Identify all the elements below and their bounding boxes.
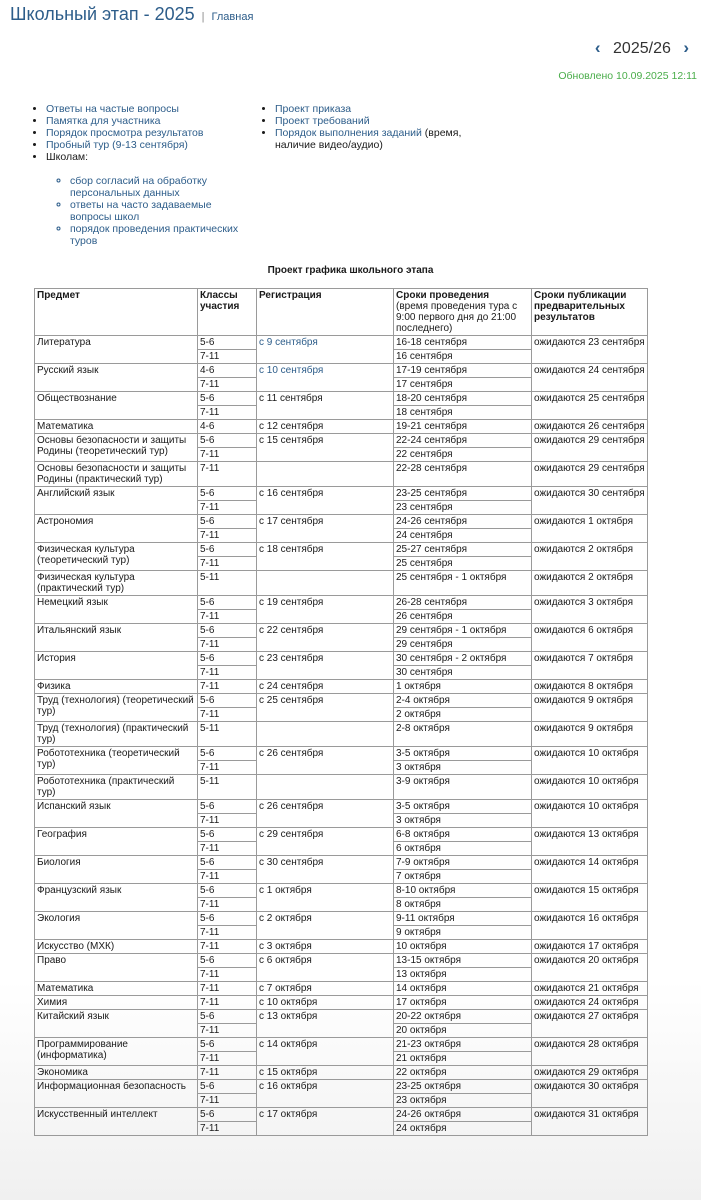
table-header-row (35, 289, 648, 336)
results-cell: ожидаются 24 сентября (532, 364, 648, 392)
classes-cell: 5-6 (198, 800, 257, 814)
dates-cell: 22 сентября (394, 448, 532, 462)
dates-cell: 23-25 октября (394, 1080, 532, 1094)
dates-cell: 6 октября (394, 842, 532, 856)
results-cell: ожидаются 10 октября (532, 800, 648, 828)
registration-cell: с 30 сентября (257, 856, 394, 884)
subject-cell: Испанский язык (35, 800, 198, 828)
classes-cell: 5-6 (198, 543, 257, 557)
subject-cell: Экономика (35, 1066, 198, 1080)
classes-cell: 5-6 (198, 1038, 257, 1052)
classes-cell: 7-11 (198, 898, 257, 912)
results-cell: ожидаются 24 октября (532, 996, 648, 1010)
subject-cell: Итальянский язык (35, 624, 198, 652)
results-cell: ожидаются 2 октября (532, 543, 648, 571)
classes-cell: 7-11 (198, 814, 257, 828)
results-cell: ожидаются 8 октября (532, 680, 648, 694)
table-row (35, 856, 648, 870)
info-link[interactable]: Памятка для участника (46, 115, 161, 127)
classes-cell: 5-6 (198, 856, 257, 870)
info-link[interactable]: Проект приказа (275, 103, 352, 115)
registration-cell: с 14 октября (257, 1038, 394, 1066)
dates-cell: 14 октября (394, 982, 532, 996)
registration-cell: с 26 сентября (257, 747, 394, 775)
header-dates (394, 289, 532, 336)
subject-cell: Искусственный интеллект (35, 1108, 198, 1136)
classes-cell: 7-11 (198, 501, 257, 515)
subject-cell: Труд (технология) (теоретический тур) (35, 694, 198, 722)
dates-cell: 25-27 сентября (394, 543, 532, 557)
classes-cell: 5-11 (198, 775, 257, 800)
classes-cell: 4-6 (198, 364, 257, 378)
dates-cell: 24 сентября (394, 529, 532, 543)
classes-cell: 7-11 (198, 1094, 257, 1108)
subject-cell: Немецкий язык (35, 596, 198, 624)
classes-cell: 5-11 (198, 571, 257, 596)
dates-cell: 22 октября (394, 1066, 532, 1080)
header-registration: Регистрация (257, 289, 394, 336)
classes-cell: 7-11 (198, 1052, 257, 1066)
classes-cell: 7-11 (198, 940, 257, 954)
registration-cell: с 15 сентября (257, 434, 394, 462)
subject-cell: Математика (35, 420, 198, 434)
results-cell: ожидаются 31 октября (532, 1108, 648, 1136)
registration-cell: с 26 сентября (257, 800, 394, 828)
table-row (35, 775, 648, 800)
subject-cell: Труд (технология) (практический тур) (35, 722, 198, 747)
classes-cell: 5-6 (198, 515, 257, 529)
dates-cell: 30 сентября - 2 октября (394, 652, 532, 666)
results-cell: ожидаются 29 сентября (532, 434, 648, 462)
classes-cell: 5-11 (198, 722, 257, 747)
dates-cell: 7 октября (394, 870, 532, 884)
classes-cell: 5-6 (198, 596, 257, 610)
classes-cell: 7-11 (198, 1066, 257, 1080)
registration-cell: с 25 сентября (257, 694, 394, 722)
registration-cell: с 24 сентября (257, 680, 394, 694)
subject-cell: Искусство (МХК) (35, 940, 198, 954)
dates-cell: 17 сентября (394, 378, 532, 392)
registration-cell: с 2 октября (257, 912, 394, 940)
results-cell: ожидаются 21 октября (532, 982, 648, 996)
dates-cell: 26-28 сентября (394, 596, 532, 610)
schools-link[interactable]: ◦ сбор согласий на обработку персональных данных (70, 175, 249, 199)
classes-cell: 7-11 (198, 529, 257, 543)
table-row (35, 596, 648, 610)
table-row (35, 954, 648, 968)
classes-cell: 5-6 (198, 828, 257, 842)
dates-cell: 3-5 октября (394, 800, 532, 814)
classes-cell: 7-11 (198, 761, 257, 775)
info-list-item (46, 127, 249, 139)
subject-cell: Основы безопасности и защиты Родины (практический тур) (35, 462, 198, 487)
results-cell: ожидаются 1 октября (532, 515, 648, 543)
schools-link[interactable]: ◦ порядок проведения практических туров (70, 223, 249, 247)
info-list-item (46, 115, 249, 127)
dates-cell: 24-26 сентября (394, 515, 532, 529)
results-cell: ожидаются 17 октября (532, 940, 648, 954)
registration-cell (257, 336, 394, 364)
updated-timestamp: Обновлено 10.09.2025 12:11 (558, 70, 697, 82)
dates-cell: 29 сентября (394, 638, 532, 652)
table-row (35, 652, 648, 666)
dates-cell: 8 октября (394, 898, 532, 912)
table-row (35, 1080, 648, 1094)
results-cell: ожидаются 9 октября (532, 722, 648, 747)
classes-cell: 5-6 (198, 392, 257, 406)
page-title (10, 4, 253, 25)
home-link[interactable]: Главная (211, 11, 254, 23)
registration-cell: с 17 сентября (257, 515, 394, 543)
registration-cell: с 11 сентября (257, 392, 394, 420)
registration-cell: с 18 сентября (257, 543, 394, 571)
table-row (35, 747, 648, 761)
dates-cell: 22-24 сентября (394, 434, 532, 448)
chevron-right-icon[interactable]: › (683, 38, 689, 57)
table-row (35, 996, 648, 1010)
info-link[interactable]: Порядок выполнения заданий (275, 127, 422, 139)
dates-cell: 24-26 октября (394, 1108, 532, 1122)
subject-cell: Французский язык (35, 884, 198, 912)
results-cell: ожидаются 9 октября (532, 694, 648, 722)
classes-cell: 7-11 (198, 406, 257, 420)
subject-cell: Химия (35, 996, 198, 1010)
results-cell: ожидаются 30 сентября (532, 487, 648, 515)
info-link[interactable]: Пробный тур (9-13 сентября) (46, 139, 188, 151)
dates-cell: 2 октября (394, 708, 532, 722)
registration-cell: с 17 октября (257, 1108, 394, 1136)
subject-cell: Информационная безопасность (35, 1080, 198, 1108)
table-row (35, 694, 648, 708)
dates-cell: 17 октября (394, 996, 532, 1010)
classes-cell: 7-11 (198, 1122, 257, 1136)
classes-cell: 5-6 (198, 1108, 257, 1122)
table-row (35, 722, 648, 747)
subject-cell: Робототехника (практический тур) (35, 775, 198, 800)
dates-cell: 23 сентября (394, 501, 532, 515)
dates-cell: 1 октября (394, 680, 532, 694)
dates-cell: 10 октября (394, 940, 532, 954)
dates-cell: 13-15 октября (394, 954, 532, 968)
classes-cell: 7-11 (198, 680, 257, 694)
results-cell: ожидаются 27 октября (532, 1010, 648, 1038)
dates-cell: 9 октября (394, 926, 532, 940)
table-row (35, 1108, 648, 1122)
subject-cell: Физическая культура (практический тур) (35, 571, 198, 596)
subject-cell: Физическая культура (теоретический тур) (35, 543, 198, 571)
table-row (35, 828, 648, 842)
dates-cell: 26 сентября (394, 610, 532, 624)
classes-cell: 7-11 (198, 350, 257, 364)
results-cell: ожидаются 26 сентября (532, 420, 648, 434)
registration-cell: с 23 сентября (257, 652, 394, 680)
registration-link[interactable]: с 10 сентября (259, 365, 324, 376)
info-list-item (46, 103, 249, 115)
subject-cell: Физика (35, 680, 198, 694)
classes-cell: 5-6 (198, 694, 257, 708)
subject-cell: Робототехника (теоретический тур) (35, 747, 198, 775)
dates-cell: 3 октября (394, 814, 532, 828)
dates-cell: 2-4 октября (394, 694, 532, 708)
dates-cell: 16-18 сентября (394, 336, 532, 350)
info-list-item (275, 115, 488, 127)
classes-cell: 5-6 (198, 434, 257, 448)
subject-cell: Обществознание (35, 392, 198, 420)
dates-cell: 23 октября (394, 1094, 532, 1108)
classes-cell: 7-11 (198, 448, 257, 462)
classes-cell: 5-6 (198, 336, 257, 350)
registration-cell: с 13 октября (257, 1010, 394, 1038)
dates-cell: 16 сентября (394, 350, 532, 364)
table-row (35, 392, 648, 406)
info-link[interactable]: Порядок просмотра результатов (46, 127, 204, 139)
classes-cell: 5-6 (198, 1080, 257, 1094)
table-row (35, 434, 648, 448)
results-cell: ожидаются 6 октября (532, 624, 648, 652)
registration-cell (257, 462, 394, 487)
schools-label: • Школам: (46, 151, 249, 163)
dates-cell: 13 октября (394, 968, 532, 982)
registration-cell: с 19 сентября (257, 596, 394, 624)
subject-cell: Астрономия (35, 515, 198, 543)
classes-cell: 5-6 (198, 624, 257, 638)
table-row (35, 982, 648, 996)
subject-cell: Математика (35, 982, 198, 996)
info-link[interactable]: Проект требований (275, 115, 370, 127)
dates-cell: 18-20 сентября (394, 392, 532, 406)
table-row (35, 543, 648, 557)
registration-cell: с 15 октября (257, 1066, 394, 1080)
classes-cell: 7-11 (198, 1024, 257, 1038)
results-cell: ожидаются 14 октября (532, 856, 648, 884)
results-cell: ожидаются 29 сентября (532, 462, 648, 487)
classes-cell: 5-6 (198, 487, 257, 501)
dates-cell: 21 октября (394, 1052, 532, 1066)
table-row (35, 571, 648, 596)
dates-cell: 19-21 сентября (394, 420, 532, 434)
results-cell: ожидаются 29 октября (532, 1066, 648, 1080)
dates-cell: 21-23 октября (394, 1038, 532, 1052)
subject-cell: Китайский язык (35, 1010, 198, 1038)
table-row (35, 1038, 648, 1052)
info-list-item (275, 103, 488, 115)
table-row (35, 462, 648, 487)
classes-cell: 7-11 (198, 557, 257, 571)
results-cell: ожидаются 30 октября (532, 1080, 648, 1108)
registration-cell: с 29 сентября (257, 828, 394, 856)
results-cell: ожидаются 7 октября (532, 652, 648, 680)
chevron-left-icon[interactable]: ‹ (594, 38, 601, 57)
dates-cell: 24 октября (394, 1122, 532, 1136)
registration-cell (257, 775, 394, 800)
page-title-text: Школьный этап - 2025 (10, 4, 195, 24)
dates-cell: 2-8 октября (394, 722, 532, 747)
table-row (35, 1010, 648, 1024)
registration-cell: с 3 октября (257, 940, 394, 954)
registration-cell: с 1 октября (257, 884, 394, 912)
dates-cell: 3-5 октября (394, 747, 532, 761)
dates-cell: 22-28 сентября (394, 462, 532, 487)
dates-cell: 3-9 октября (394, 775, 532, 800)
table-row (35, 487, 648, 501)
info-list-item (275, 127, 488, 151)
dates-cell: 20-22 октября (394, 1010, 532, 1024)
results-cell: ожидаются 10 октября (532, 775, 648, 800)
dates-cell: 18 сентября (394, 406, 532, 420)
table-row (35, 680, 648, 694)
current-year: 2025/26 (613, 40, 671, 57)
results-cell: ожидаются 23 сентября (532, 336, 648, 364)
classes-cell: 7-11 (198, 996, 257, 1010)
results-cell: ожидаются 16 октября (532, 912, 648, 940)
subject-cell: Основы безопасности и защиты Родины (теоретический тур) (35, 434, 198, 462)
subject-cell: Английский язык (35, 487, 198, 515)
registration-cell: с 7 октября (257, 982, 394, 996)
dates-cell: 6-8 октября (394, 828, 532, 842)
dates-cell: 30 сентября (394, 666, 532, 680)
table-row (35, 515, 648, 529)
info-links-left (34, 103, 249, 247)
classes-cell: 5-6 (198, 912, 257, 926)
subject-cell: Литература (35, 336, 198, 364)
dates-cell: 20 октября (394, 1024, 532, 1038)
subject-cell: История (35, 652, 198, 680)
classes-cell: 5-6 (198, 884, 257, 898)
table-row (35, 624, 648, 638)
header-classes: Классы участия (198, 289, 257, 336)
header-results: Сроки публикации предварительных результатов (532, 289, 648, 336)
table-row (35, 912, 648, 926)
table-row (35, 884, 648, 898)
header-dates-title: Сроки проведения (396, 290, 490, 301)
dates-cell: 25 сентября - 1 октября (394, 571, 532, 596)
header-subject: Предмет (35, 289, 198, 336)
dates-cell: 8-10 октября (394, 884, 532, 898)
results-cell: ожидаются 2 октября (532, 571, 648, 596)
classes-cell: 5-6 (198, 747, 257, 761)
dates-cell: 7-9 октября (394, 856, 532, 870)
classes-cell: 7-11 (198, 462, 257, 487)
classes-cell: 4-6 (198, 420, 257, 434)
table-row (35, 800, 648, 814)
registration-cell: с 16 сентября (257, 487, 394, 515)
classes-cell: 7-11 (198, 708, 257, 722)
table-row (35, 364, 648, 378)
results-cell: ожидаются 13 октября (532, 828, 648, 856)
results-cell: ожидаются 15 октября (532, 884, 648, 912)
header-dates-note: (время проведения тура с 9:00 первого дня до 21:00 последнего) (396, 301, 518, 334)
table-row (35, 940, 648, 954)
info-link[interactable]: Ответы на частые вопросы (46, 103, 179, 115)
title-separator: | (201, 11, 205, 23)
subject-cell: Право (35, 954, 198, 982)
subject-cell: География (35, 828, 198, 856)
classes-cell: 7-11 (198, 982, 257, 996)
classes-cell: 7-11 (198, 926, 257, 940)
table-row (35, 1066, 648, 1080)
schools-link[interactable]: ◦ ответы на часто задаваемые вопросы школ (70, 199, 249, 223)
results-cell: ожидаются 28 октября (532, 1038, 648, 1066)
schedule-title: Проект графика школьного этапа (267, 265, 434, 276)
registration-cell: с 10 октября (257, 996, 394, 1010)
dates-cell: 29 сентября - 1 октября (394, 624, 532, 638)
registration-cell (257, 722, 394, 747)
subject-cell: Биология (35, 856, 198, 884)
classes-cell: 7-11 (198, 378, 257, 392)
classes-cell: 7-11 (198, 638, 257, 652)
dates-cell: 17-19 сентября (394, 364, 532, 378)
registration-cell: с 16 октября (257, 1080, 394, 1108)
classes-cell: 7-11 (198, 870, 257, 884)
classes-cell: 7-11 (198, 666, 257, 680)
info-links-right (263, 103, 488, 151)
year-switcher (595, 38, 689, 58)
dates-cell: 9-11 октября (394, 912, 532, 926)
registration-cell (257, 571, 394, 596)
registration-cell: с 22 сентября (257, 624, 394, 652)
table-row (35, 420, 648, 434)
results-cell: ожидаются 3 октября (532, 596, 648, 624)
subject-cell: Программирование (информатика) (35, 1038, 198, 1066)
info-list-item (46, 139, 249, 151)
dates-cell: 25 сентября (394, 557, 532, 571)
classes-cell: 5-6 (198, 954, 257, 968)
classes-cell: 7-11 (198, 610, 257, 624)
table-row (35, 336, 648, 350)
classes-cell: 7-11 (198, 842, 257, 856)
info-link-note: (время, наличие видео/аудио) (275, 127, 462, 151)
registration-cell (257, 364, 394, 392)
schedule-table (34, 288, 648, 1136)
registration-link[interactable]: с 9 сентября (259, 337, 318, 348)
registration-cell: с 6 октября (257, 954, 394, 982)
results-cell: ожидаются 25 сентября (532, 392, 648, 420)
dates-cell: 3 октября (394, 761, 532, 775)
subject-cell: Русский язык (35, 364, 198, 392)
classes-cell: 7-11 (198, 968, 257, 982)
results-cell: ожидаются 10 октября (532, 747, 648, 775)
registration-cell: с 12 сентября (257, 420, 394, 434)
classes-cell: 5-6 (198, 1010, 257, 1024)
results-cell: ожидаются 20 октября (532, 954, 648, 982)
dates-cell: 23-25 сентября (394, 487, 532, 501)
subject-cell: Экология (35, 912, 198, 940)
classes-cell: 5-6 (198, 652, 257, 666)
